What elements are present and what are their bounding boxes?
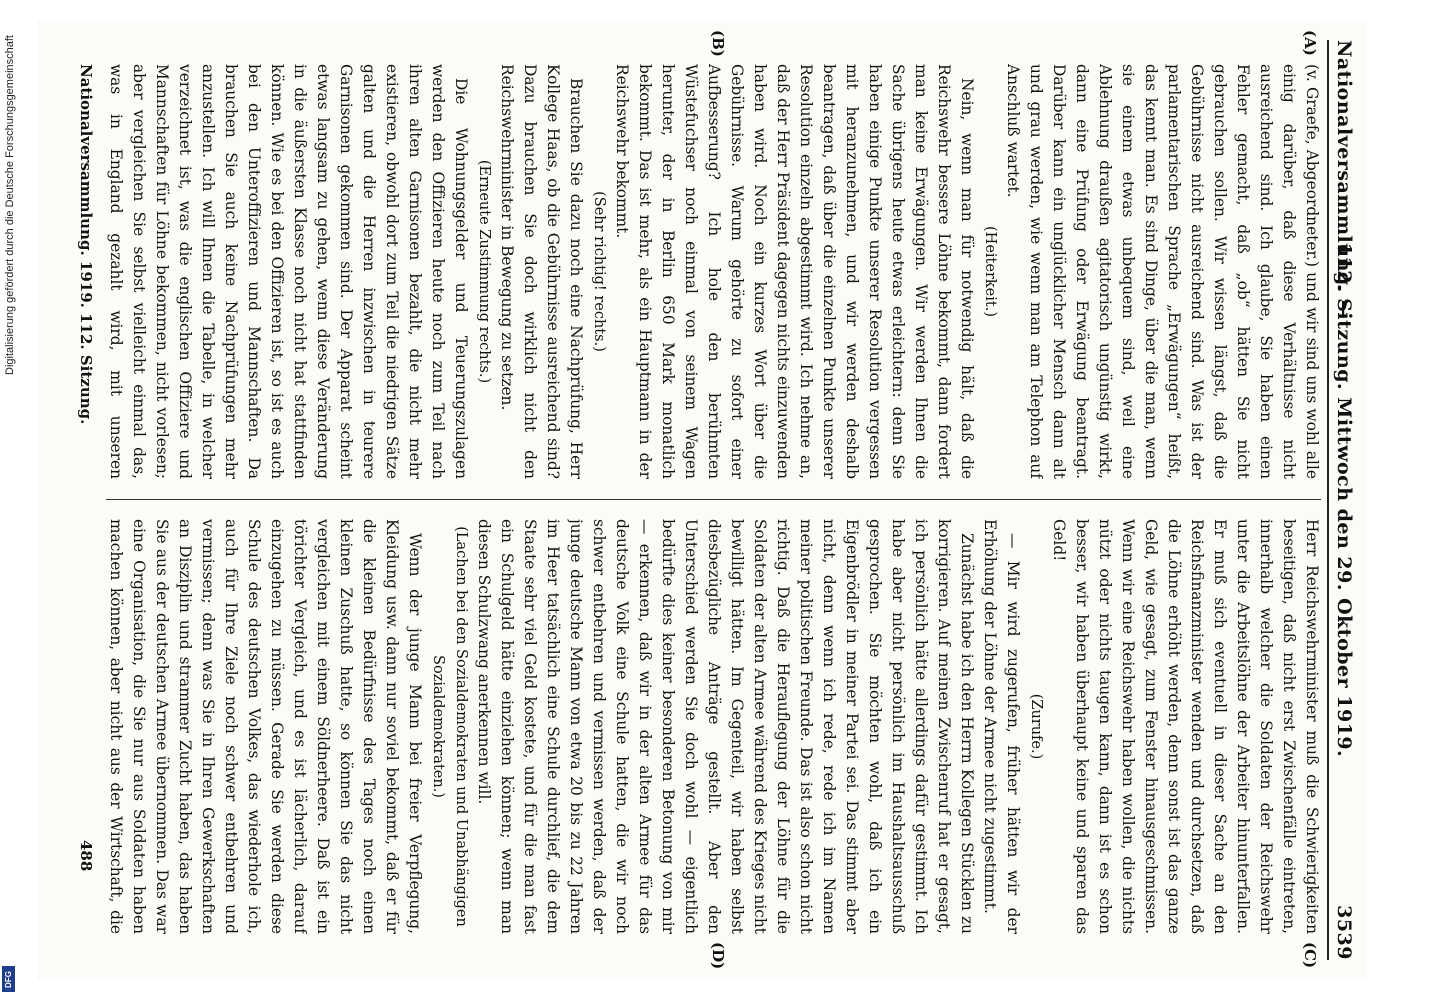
header-session: 112. Sitzung. Mittwoch den 29. Oktober 1919.	[1333, 242, 1355, 758]
footer-signature: Nationalversammlung. 1919. 112. Sitzung.	[77, 64, 95, 425]
digitization-credit: Digitalisierung gefördert durch die Deutsche Forschungsgemeinschaft	[4, 35, 16, 375]
marker-c: (C)	[1301, 942, 1319, 969]
paragraph: Nein, wenn man für notwendig hält, daß die Reichswehr bessere Löhne bekommt, dann fordert man keine Erwägungen. Wir werden Ihnen die Sache übrigens heute etwas erleichtern: denn Sie haben einige Punkte unserer Resolution vergessen mit heranzunehmen, und wir werden deshalb beantragen, daß über die einzelnen Punkte unserer Resolution einzeln abgestimmt wird. Ich nehme an, daß der Herr Präsident dagegen nichts einzuwenden haben wird. Noch ein kurzes Wort über die Gebührnisse. Warum gehörte zu sofort einer Aufbesserung? Ich hole den berühmten Wüstefuchser noch einmal von seinem Wagen herunter, der in Berlin 650 Mark monatlich bekommt. Das ist mehr, als ein Hauptmann in der Reichswehr bekommt.	[613, 64, 976, 479]
right-column	[103, 519, 1323, 934]
dfg-logo: DFG	[2, 966, 15, 992]
marker-b: (B)	[709, 30, 727, 57]
paragraph: Die Wohnungsgelder und Teuerungszulagen werden den Offizieren heute noch zum Teil nach ihren alten Garnisonen bezahlt, die nicht mehr existieren, obwohl dort zum Teil die niedrigen Sätze galten und die Herren inzwischen in teurere Garnisonen gekommen sind. Der Apparat scheint etwas langsam zu gehen, wenn diese Veränderung in die äußersten Klasse noch nicht hat stattfinden können. Wie es bei den Offizieren ist, so ist es auch bei den Unteroffizieren und Mannschaften. Da brauchen Sie auch keine Nachprüfungen mehr anzustellen. Ich will Ihnen die Tabelle, in welcher verzeichnet ist, was die englischen Offiziere und Mannschaften für Löhne bekommen, nicht vorlesen; aber vergleichen Sie selbst vielleicht einmal das, was in England gezahlt wird, mit unseren	[107, 64, 470, 479]
paragraph: Zunächst habe ich den Herrn Kollegen Stücklen zu korrigieren. Auf meinen Zwischenruf hat er gesagt, ich persönlich hätte allerdings dafür gestimmt. Ich habe aber nicht persönlich im Haushaltsausschuß gesprochen. Sie möchten wohl, daß ich ein Eigenbrödler in meiner Partei sei. Das stimmt aber nicht, denn wenn ich rede, rede ich im Namen meiner politischen Freunde. Das ist also schon nicht richtig. Daß die Herauflegung der Löhne für die Soldaten der alten Armee während des Krieges nicht bewilligt hätten. Im Gegenteil, wir haben selbst diesbezügliche Anträge gestellt. Aber den Unterschied werden Sie doch wohl — eigentlich bedürfte dies keiner besonderen Betonung von mir — erkennen, daß wir in der alten Armee für das deutsche Volk eine Schule hatten, die wir noch schwer entbehren und vermissen werden, daß der junge deutsche Mann von etwa 20 bis zu 22 Jahren im Heer tatsächlich eine Schule durchlief, die dem Staate sehr viel Geld kostete, und für die man fast ein Schulgeld hätte einziehen können; wenn man diesen Schulzwang anerkennen will.	[475, 519, 976, 934]
interjection: (Zurufe.)	[1028, 693, 1044, 760]
header-left: Nationalversammlung. —	[1333, 40, 1355, 320]
interjection: (Sehr richtig! rechts.)	[591, 191, 607, 352]
document-page	[37, 20, 1367, 980]
marker-d: (D)	[709, 942, 727, 970]
column-divider	[106, 499, 1321, 500]
left-column	[103, 64, 1323, 479]
paragraph: Wenn der junge Mann bei freier Verpflegung, Kleidung usw. dann nur soviel bekommt, daß er für die kleinen Bedürfnisse des Tages noch einen kleinen Zuschuß hatte, so können Sie das nicht vergleichen mit einem Söldnerheere. Daß ist ein törichter Vergleich, und es ist lächerlich, darauf einzugehen zu müssen. Gerade Sie werden diese Schule des deutschen Volkes, das wiederhole ich, auch für Ihre Ziele noch schwer entbehren und vermissen; denn was Sie in Ihren Gewerkschaften an Disziplin und strammer Zucht haben, das haben Sie aus der deutschen Armee übernommen. Das war eine Organisation, die Sie nur aus Soldaten haben machen können, aber nicht aus der Wirtschaft, die	[107, 519, 424, 934]
paragraph: Brauchen Sie dazu noch eine Nachprüfung, Herr Kollege Haas, ob die Gebührnisse ausreichend sind? Dazu brauchen Sie doch wirklich nicht den Reichswehrminister in Bewegung zu setzen.	[498, 64, 585, 479]
marker-a: (A)	[1301, 30, 1319, 56]
interjection: (Heiterkeit.)	[982, 226, 998, 317]
interjection: (Lachen bei den Sozialdemokraten und Unabhängigen Sozialdemokraten.)	[430, 526, 469, 927]
page-header	[1327, 40, 1359, 960]
footer-sheet-number: 488	[77, 840, 95, 872]
paragraph: Herr Reichswehrminister muß die Schwierigkeiten beseitigen, daß nicht erst Zwischenfälle eintreten, innerhalb welcher die Soldaten der Reichswehr unter die Arbeitslöhne der Arbeiter hinunterfallen. Er muß sich eventuell in dieser Sache an den Reichsfinanzminister wenden und durchsetzen, daß die Löhne erhöht werden, denn sonst ist das ganze Geld, wie gesagt, zum Fenster hinausgeschmissen. Wenn wir eine Reichswehr haben wollen, die nichts nützt oder nichts taugen kann, dann ist es schon besser, wir haben überhaupt keine und sparen das Geld!	[1050, 519, 1321, 934]
interjection: (Erneute Zustimmung rechts.)	[476, 159, 492, 384]
paragraph: — Mir wird zugerufen, früher hätten wir der Erhöhung der Löhne der Armee nicht zugestimmt.	[981, 519, 1022, 934]
page-number: 3539	[1333, 905, 1355, 960]
paragraph: (v. Graefe, Abgeordneter.) und wir sind uns wohl alle einig darüber, daß diese Verhältnisse nicht ausreichend sind. Ich glaube, Sie haben einen Fehler gemacht, daß „ob“ hätten Sie nicht gebrauchen sollen. Wir wissen längst, daß die Gebührnisse nicht ausreichend sind. Was ist der parlamentarischen Sprache „Erwägungen“ heißt, das kennt man. Es sind Dinge, über die man, wenn sie einem etwas unbequem sind, weil eine Ablehnung draußen agitatorisch ungünstig wirkt, dann eine Prüfung oder Erwägung beantragt. Darüber kann ein unglücklicher Mensch dann alt und grau werden, wie wenn man am Telephon auf Anschluß wartet.	[1004, 64, 1321, 479]
